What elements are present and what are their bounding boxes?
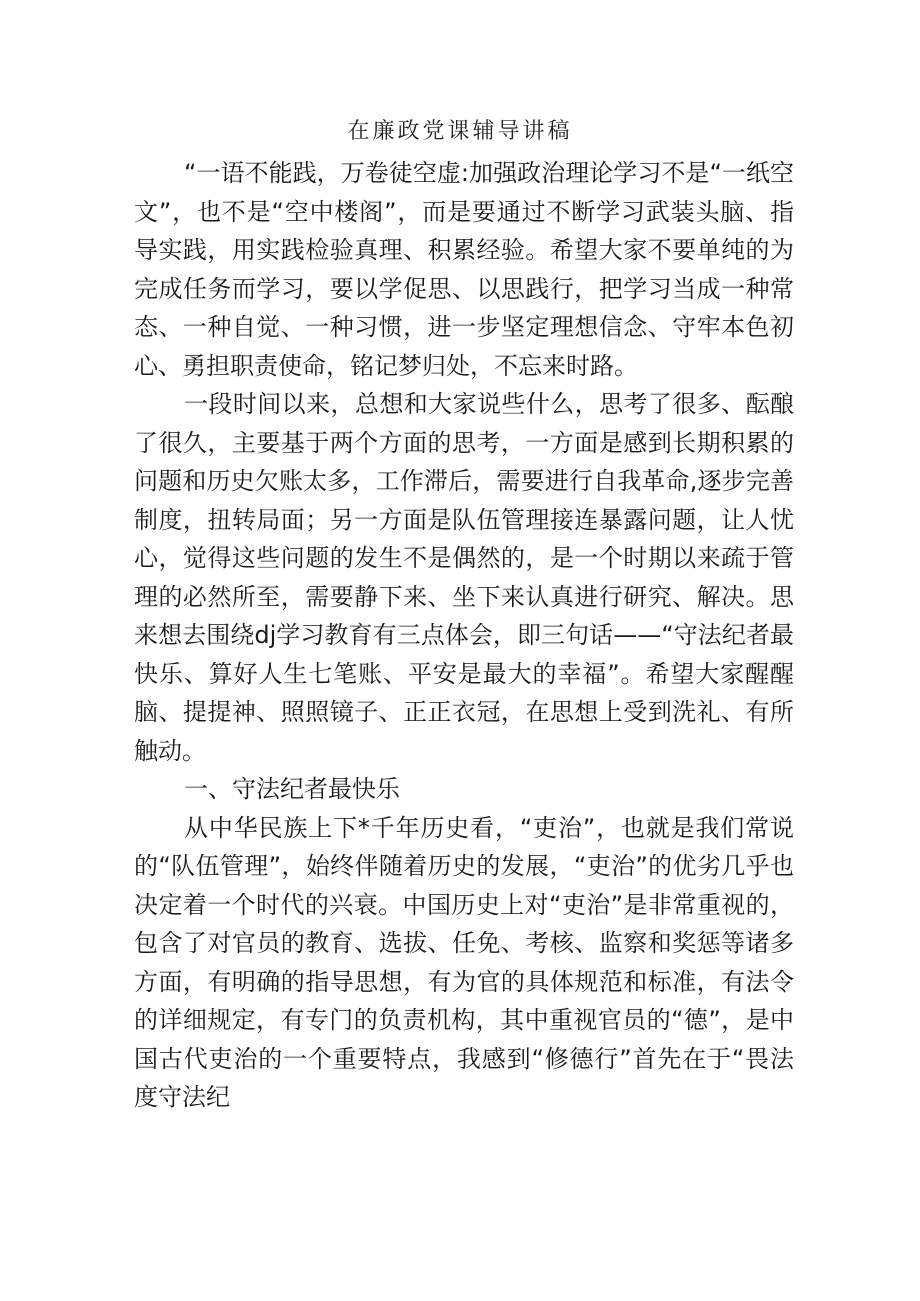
section-heading-1: 一、守法纪者最快乐 xyxy=(184,775,400,803)
paragraph-intro: “一语不能践，万卷徒空虚:加强政治理论学习不是“一纸空文”，也不是“空中楼阁”，而是要通过不断学习武装头脑、指导实践，用实践检验真理、积累经验。希望大家不要单纯的为完成任务而学习，要以学促思、以思践行，把学习当成一种常态、一种自觉、一种习惯，进一步坚定理想信念、守牢本色初心、勇担职责使命，铭记梦归处，不忘来时路。 xyxy=(134,159,794,380)
paragraph-reflection: 一段时间以来，总想和大家说些什么，思考了很多、酝酿了很久，主要基于两个方面的思考，一方面是感到长期积累的问题和历史欠账太多，工作滞后，需要进行自我革命,逐步完善制度，扭转局面；另一方面是队伍管理接连暴露问题，让人忧心，觉得这些问题的发生不是偶然的，是一个时期以来疏于管理的必然所至，需要静下来、坐下来认真进行研究、解决。思来想去围绕dj学习教育有三点体会，即三句话——“守法纪者最快乐、算好人生七笔账、平安是最大的幸福”。希望大家醒醒脑、提提神、照照镜子、正正衣冠，在思想上受到洗礼、有所触动。 xyxy=(134,390,794,765)
document-body xyxy=(134,154,794,1117)
paragraph-history: 从中华民族上下*千年历史看，“吏治”，也就是我们常说的“队伍管理”，始终伴随着历史的发展，“吏治”的优劣几乎也决定着一个时代的兴衰。中国历史上对“吏治”是非常重视的，包含了对官员的教育、选拔、任免、考核、监察和奖惩等诸多方面，有明确的指导思想，有为官的具体规范和标准，有法令的详细规定，有专门的负责机构，其中重视官员的“德”，是中国古代吏治的一个重要特点，我感到“修德行”首先在于“畏法度守法纪 xyxy=(134,813,794,1111)
document-title: 在廉政党课辅导讲稿 xyxy=(347,119,573,144)
